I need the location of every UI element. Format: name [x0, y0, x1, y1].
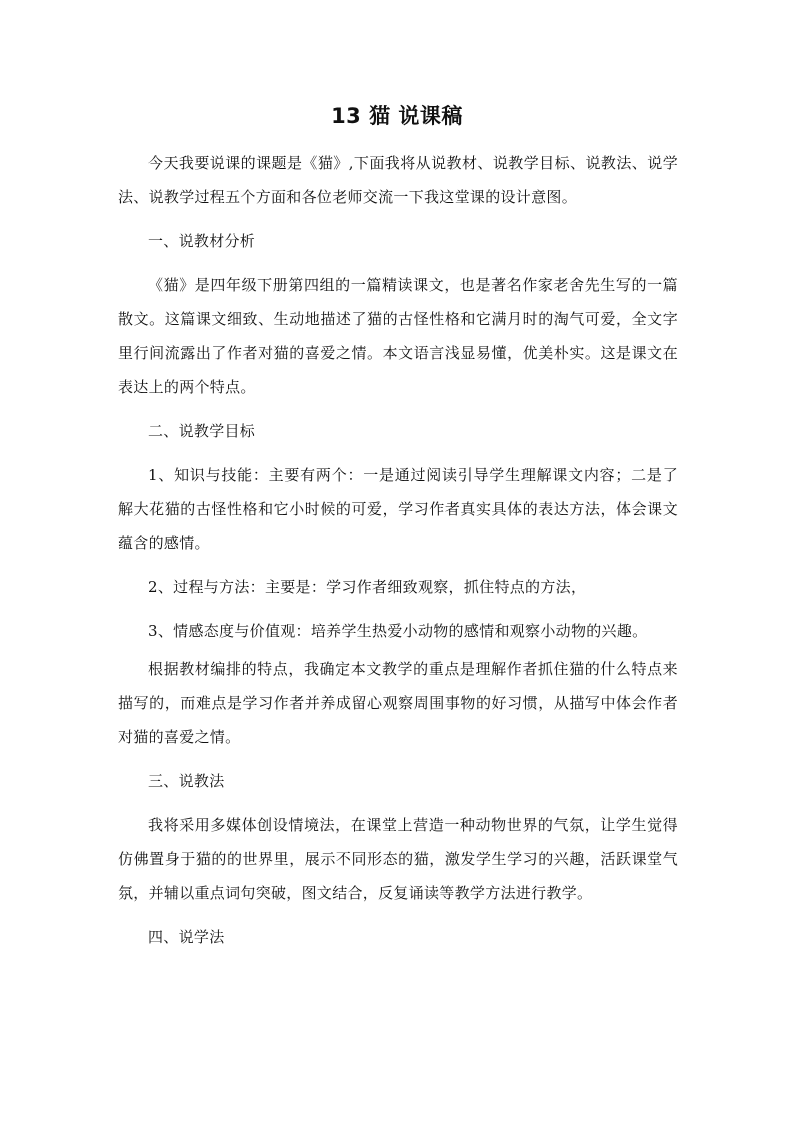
document-title: 13 猫 说课稿	[331, 104, 463, 128]
teaching-method-paragraph: 我将采用多媒体创设情境法，在课堂上营造一种动物世界的气氛，让学生觉得仿佛置身于猫的的世界里，展示不同形态的猫，激发学生学习的兴趣，活跃课堂气氛，并辅以重点词句突破，图文结合，反复诵读等教学方法进行教学。	[118, 816, 678, 902]
section-heading-goals: 二、说教学目标	[148, 422, 256, 440]
section-heading-textbook: 一、说教材分析	[148, 232, 256, 250]
goal-process-paragraph: 2、过程与方法：主要是：学习作者细致观察，抓住特点的方法，	[148, 578, 587, 596]
goal-attitude-paragraph: 3、情感态度与价值观：培养学生热爱小动物的感情和观察小动物的兴趣。	[148, 622, 648, 640]
focus-difficulty-paragraph: 根据教材编排的特点，我确定本文教学的重点是理解作者抓住猫的什么特点来描写的，而难点是学习作者并养成留心观察周围事物的好习惯，从描写中体会作者对猫的喜爱之情。	[118, 660, 678, 746]
textbook-analysis-paragraph: 《猫》是四年级下册第四组的一篇精读课文，也是著名作家老舍先生写的一篇散文。这篇课文细致、生动地描述了猫的古怪性格和它满月时的淘气可爱，全文字里行间流露出了作者对猫的喜爱之情。本文语言浅显易懂，优美朴实。这是课文在表达上的两个特点。	[118, 276, 678, 396]
document-body	[118, 146, 678, 954]
goal-knowledge-paragraph: 1、知识与技能：主要有两个：一是通过阅读引导学生理解课文内容；二是了解大花猫的古怪性格和它小时候的可爱，学习作者真实具体的表达方法，体会课文蕴含的感情。	[118, 466, 678, 552]
section-heading-teaching-method: 三、说教法	[148, 772, 225, 790]
section-heading-learning-method: 四、说学法	[148, 928, 225, 946]
intro-paragraph: 今天我要说课的课题是《猫》,下面我将从说教材、说教学目标、说教法、说学法、说教学过程五个方面和各位老师交流一下我这堂课的设计意图。	[118, 154, 678, 206]
